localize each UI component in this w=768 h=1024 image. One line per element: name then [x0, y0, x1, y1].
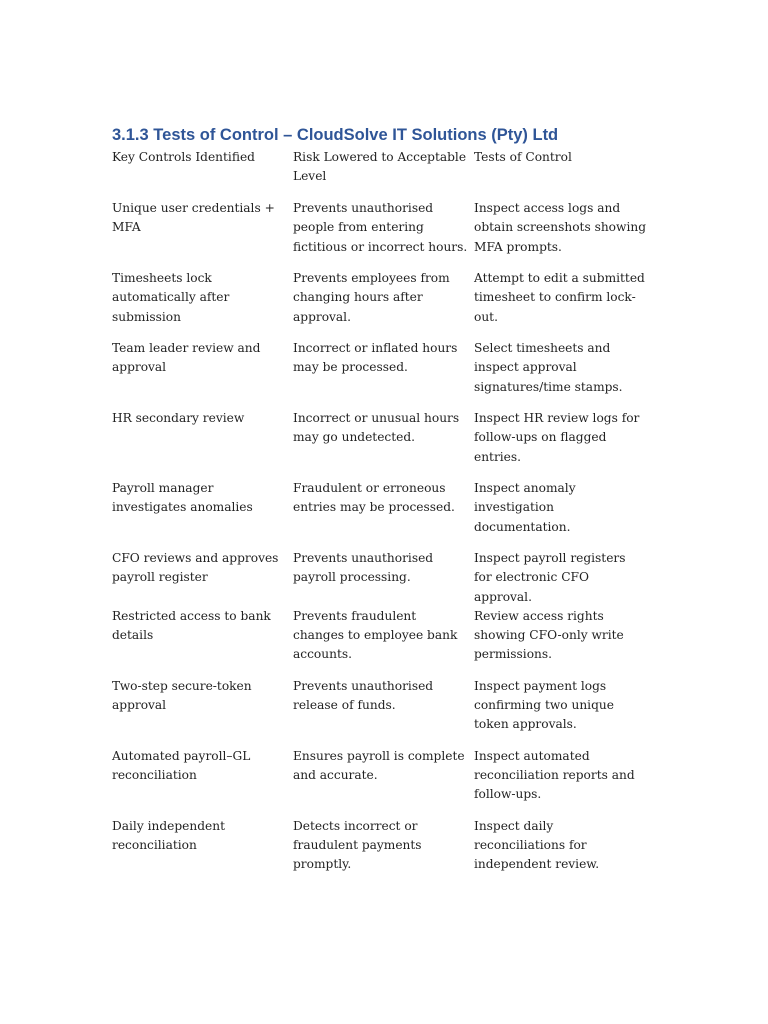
- cell-test: Review access rights showing CFO-only write permissions.: [474, 608, 624, 662]
- cell-key-control: Daily independent reconciliation: [112, 818, 225, 853]
- table-row: [112, 549, 652, 607]
- header-risk-lowered: Risk Lowered to Acceptable Level: [293, 150, 467, 184]
- table-row: [112, 677, 652, 747]
- table-row: [112, 409, 652, 479]
- cell-key-control: Unique user credentials + MFA: [112, 201, 275, 235]
- cell-risk: Prevents fraudulent changes to employee bank accounts.: [293, 608, 458, 662]
- cell-test: Inspect payroll registers for electronic CFO approval.: [474, 551, 626, 604]
- cell-test: Inspect payment logs confirming two unique token approvals.: [474, 678, 614, 732]
- section-heading: 3.1.3 Tests of Control – CloudSolve IT Solutions (Pty) Ltd: [112, 126, 559, 144]
- cell-risk: Prevents unauthorised release of funds.: [293, 678, 434, 713]
- cell-test: Inspect daily reconciliations for independent review.: [474, 818, 600, 872]
- cell-risk: Incorrect or inflated hours may be processed.: [293, 341, 458, 375]
- table-row: [112, 747, 652, 817]
- table-row: [112, 199, 652, 269]
- cell-key-control: Team leader review and approval: [112, 341, 261, 375]
- cell-key-control: Timesheets lock automatically after submission: [112, 271, 230, 324]
- cell-key-control: Automated payroll–GL reconciliation: [112, 748, 251, 783]
- cell-test: Inspect access logs and obtain screenshots showing MFA prompts.: [474, 201, 646, 254]
- cell-risk: Ensures payroll is complete and accurate.: [293, 748, 465, 783]
- cell-risk: Fraudulent or erroneous entries may be processed.: [293, 481, 455, 515]
- table-row: [112, 479, 652, 549]
- cell-risk: Prevents unauthorised people from entering fictitious or incorrect hours.: [293, 201, 468, 254]
- cell-risk: Incorrect or unusual hours may go undetected.: [293, 411, 460, 445]
- cell-test: Inspect automated reconciliation reports and follow-ups.: [474, 748, 635, 802]
- table-row: [112, 339, 652, 409]
- header-key-controls: Key Controls Identified: [112, 150, 255, 164]
- tests-of-control-table: [112, 148, 652, 887]
- cell-risk: Detects incorrect or fraudulent payments promptly.: [293, 818, 422, 872]
- table-row: [112, 607, 652, 677]
- cell-test: Select timesheets and inspect approval signatures/time stamps.: [474, 341, 623, 394]
- table-row: [112, 817, 652, 887]
- cell-test: Inspect HR review logs for follow-ups on flagged entries.: [474, 411, 640, 464]
- cell-test: Attempt to edit a submitted timesheet to confirm lock-out.: [474, 271, 645, 324]
- cell-key-control: Two-step secure-token approval: [112, 678, 252, 713]
- cell-risk: Prevents unauthorised payroll processing.: [293, 551, 434, 585]
- cell-key-control: CFO reviews and approves payroll register: [112, 551, 279, 585]
- cell-key-control: HR secondary review: [112, 411, 245, 425]
- cell-test: Inspect anomaly investigation documentation.: [474, 481, 576, 534]
- cell-key-control: Restricted access to bank details: [112, 608, 271, 643]
- header-tests-of-control: Tests of Control: [474, 150, 572, 164]
- cell-risk: Prevents employees from changing hours after approval.: [293, 271, 450, 324]
- cell-key-control: Payroll manager investigates anomalies: [112, 481, 253, 515]
- table-row: [112, 269, 652, 339]
- table-header-row: [112, 148, 652, 199]
